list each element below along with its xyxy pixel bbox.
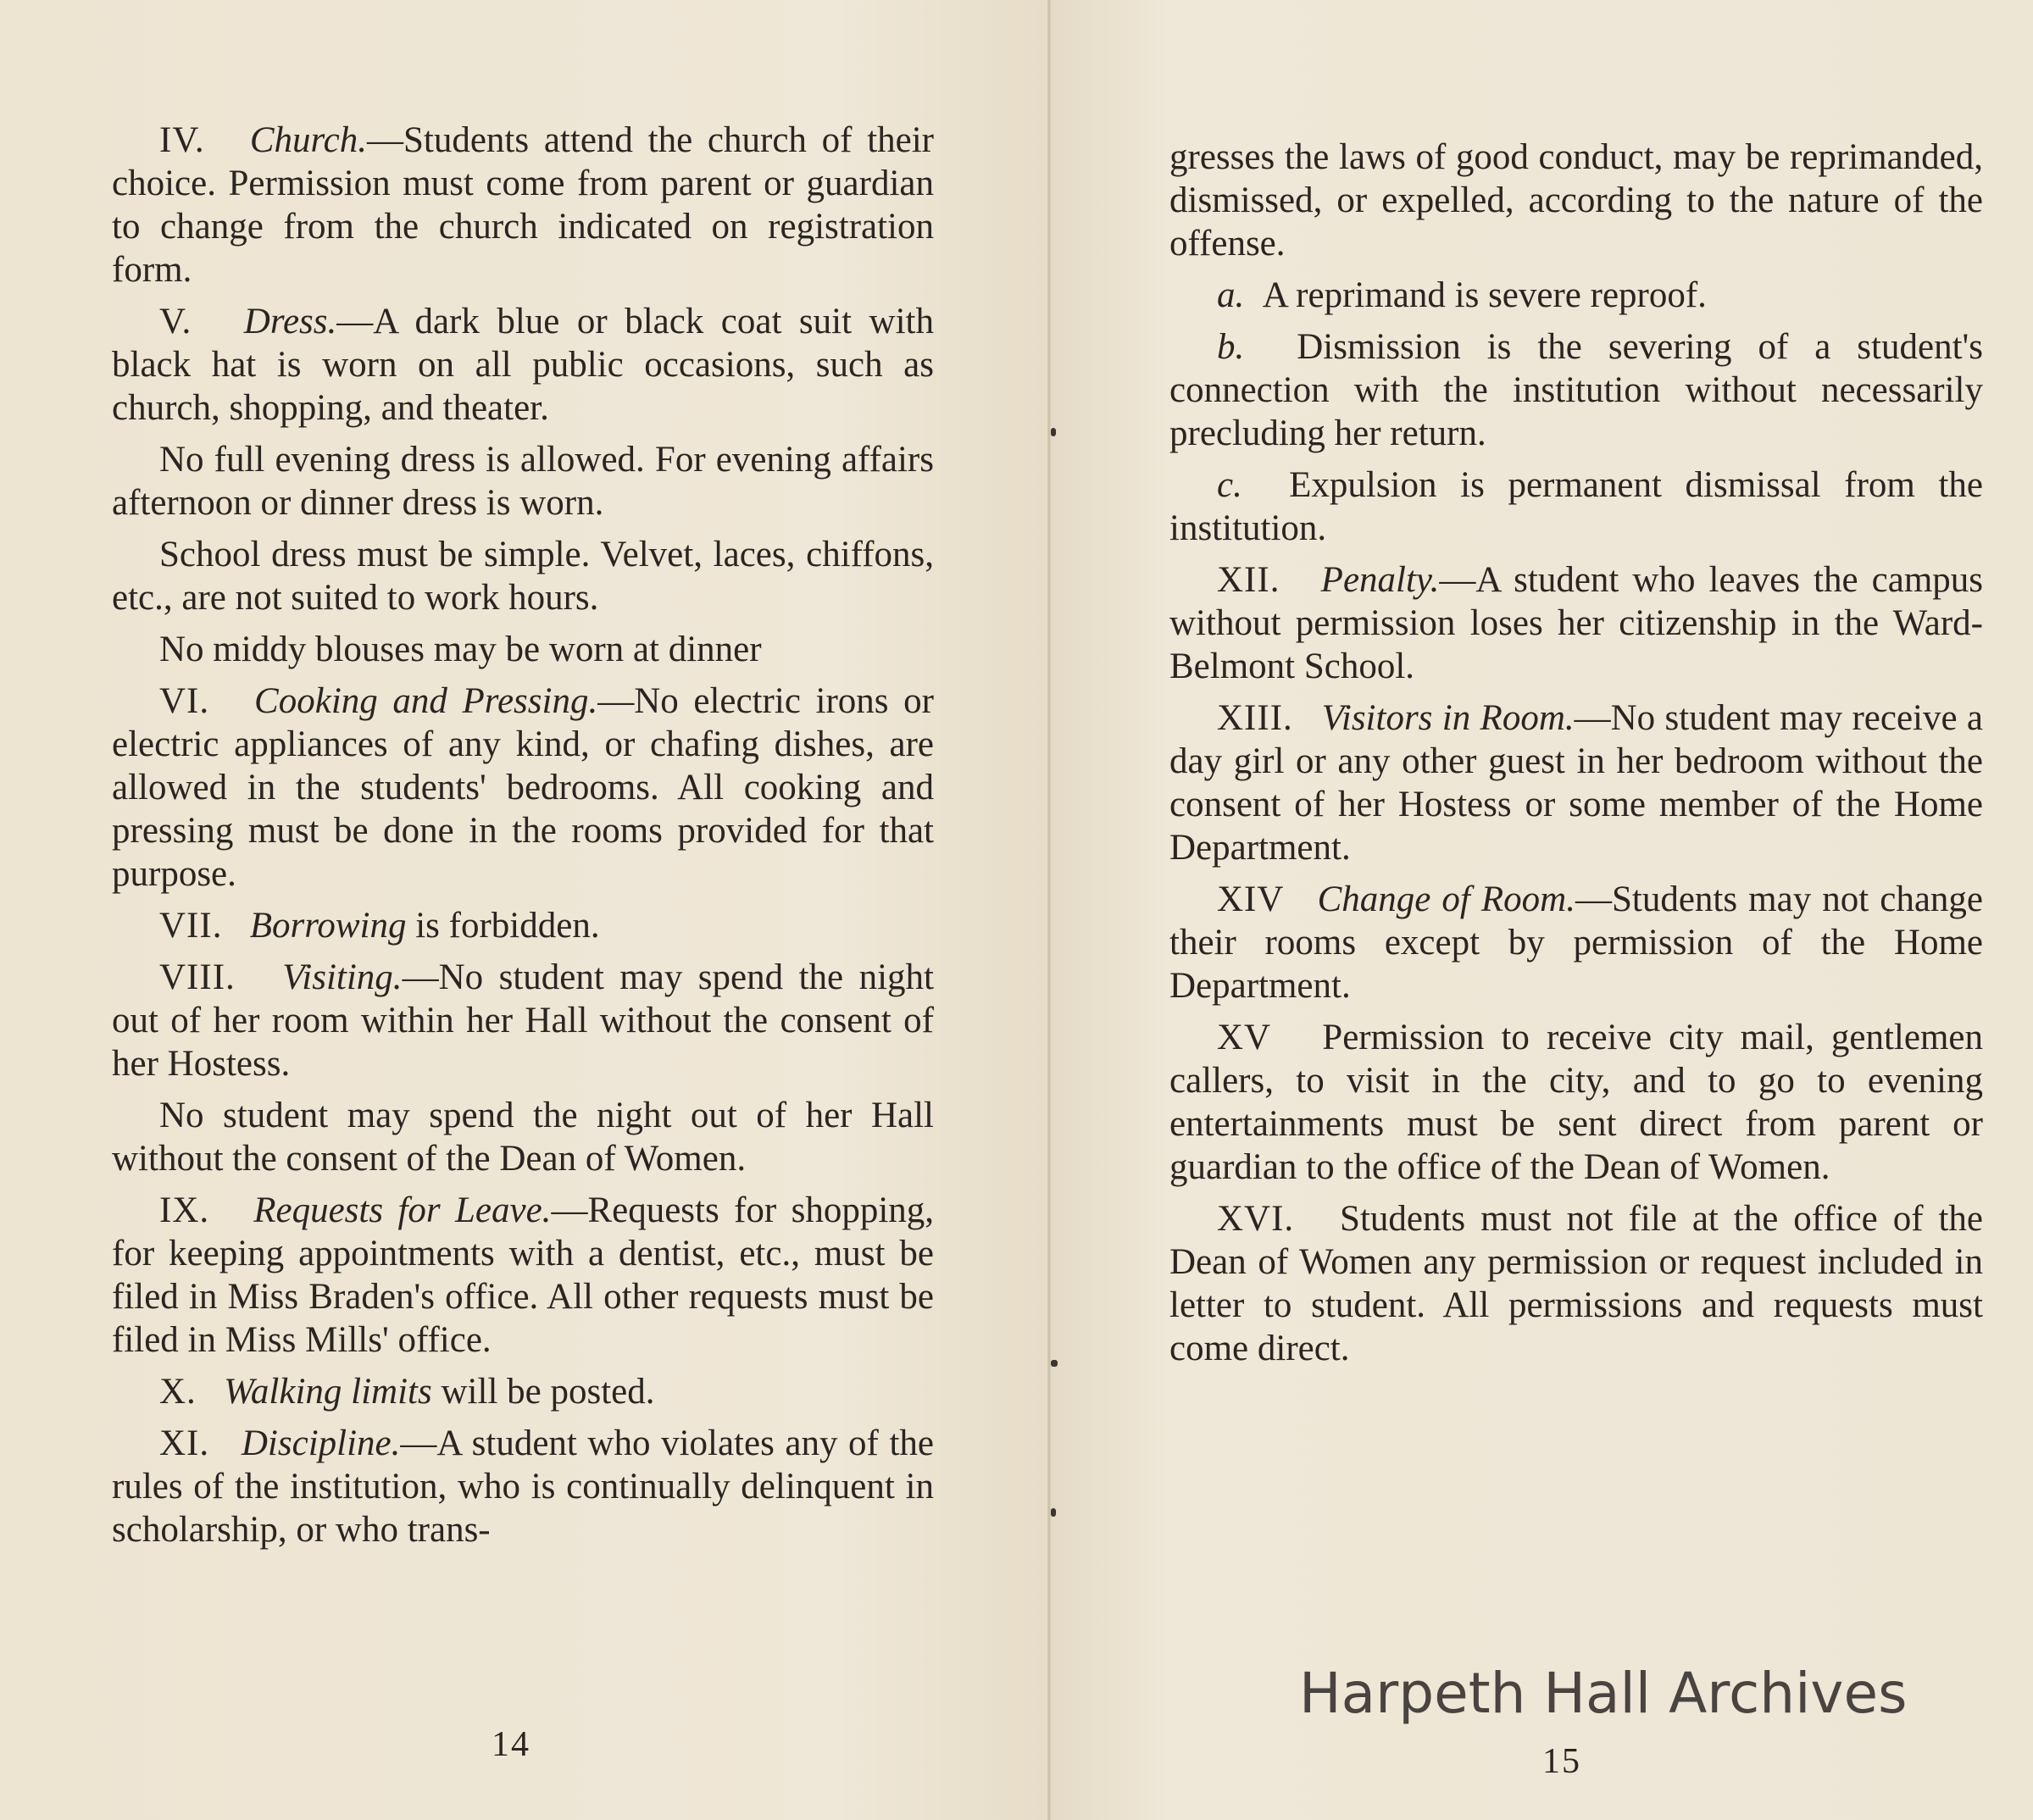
subitem [1169,463,1983,550]
rule-title: Walking limits [224,1372,432,1412]
rule-paragraph [112,300,934,430]
rule-paragraph [112,438,934,524]
rule-title: Cooking and Pressing. [254,681,598,721]
rule-text: —A student who violates any of the rules of the institution, who is continually delinquent in scholarship, or who trans- [112,1423,934,1550]
rule-number: XIII. [1217,698,1293,738]
rule-number: IX. [159,1190,210,1230]
rule-paragraph [112,1094,934,1180]
rule-paragraph [112,1370,934,1413]
rule-text: —No student may receive a day girl or any other guest in her bedroom without the consent of her Hostess or some member of the Home Department. [1169,698,1983,868]
rule-text: —A dark blue or black coat suit with black hat is worn on all public occasions, such as church, shopping, and theater. [112,302,935,428]
rule-text: —Students attend the church of their choice. Permission must come from parent or guardian to change from the church indicated on registration form. [112,120,934,290]
rule-text: —Students may not change their rooms except by permission of the Home Department. [1169,879,1983,1006]
rule-number: XII. [1217,560,1280,600]
rule-paragraph [1169,1197,1983,1370]
rule-title: Penalty. [1320,560,1440,600]
rule-text: No full evening dress is allowed. For evening affairs afternoon or dinner dress is worn. [112,440,934,523]
subitem-letter: b. [1217,327,1245,367]
rule-paragraph [1169,558,1983,688]
subitem-text: Dismission is the severing of a student's connection with the institution without necessarily precluding her return. [1169,327,1984,453]
rule-paragraph [112,533,934,619]
continuation-paragraph: gresses the laws of good conduct, may be reprimanded, dismissed, or expelled, according to the nature of the offense. [1169,137,1983,264]
rule-number: XVI. [1217,1199,1295,1239]
paper-speck [1051,1508,1056,1517]
rule-paragraph [112,119,934,291]
rule-text: is forbidden. [406,906,600,946]
book-gutter [1047,0,1051,1820]
left-text-column [112,119,934,1560]
paper-speck [1051,1360,1058,1367]
rule-title: Dress. [243,302,337,341]
rule-text: School dress must be simple. Velvet, laces, chiffons, etc., are not suited to work hours. [112,535,934,618]
rule-text: Permission to receive city mail, gentlemen callers, to visit in the city, and to go to evening entertainments must be sent direct from parent or guardian to the office of the Dean of Women. [1169,1018,1983,1187]
subitem [1169,325,1983,455]
rule-paragraph [112,628,934,671]
rule-paragraph [1169,696,1983,869]
rule-number: VIII. [159,957,236,997]
rule-title: Visiting. [282,957,403,997]
rule-number: VII. [159,906,223,946]
rule-paragraph [112,1189,934,1362]
rule-number: XI. [159,1423,210,1463]
subitem-letter: c. [1217,465,1242,505]
rule-text: No middy blouses may be worn at dinner [159,630,762,669]
rule-text: No student may spend the night out of her Hall without the consent of the Dean of Women. [112,1096,934,1179]
rule-title: Church. [249,120,367,160]
rule-title: Requests for Leave. [253,1190,552,1230]
rule-number: V. [159,302,192,341]
paper-speck [1051,428,1056,436]
rule-number: VI. [159,681,210,721]
rule-text: —Requests for shopping, for keeping appointments with a dentist, etc., must be filed in Miss Braden's office. All other requests must be filed in Miss Mills' office. [112,1190,935,1360]
rule-text: will be posted. [431,1372,655,1412]
rule-text: —A student who leaves the campus without permission loses her citizenship in the Ward-Belmont School. [1169,560,1983,686]
rule-text: Students must not file at the office of the Dean of Women any permission or request included in letter to student. All permissions and requests must come direct. [1169,1199,1983,1368]
rule-title: Borrowing [249,906,407,946]
subitem-text: Expulsion is permanent dismissal from the institution. [1169,465,1983,548]
rule-title: Visitors in Room. [1321,698,1575,738]
rule-number: X. [159,1372,197,1412]
rule-text: —No student may spend the night out of her room within her Hall without the consent of her Hostess. [112,957,934,1084]
rule-number: XIV [1217,879,1285,919]
subitem-letter: a. [1217,275,1245,315]
page-number-right: 15 [1542,1742,1581,1781]
page-number-left: 14 [492,1725,530,1764]
rule-paragraph [112,904,934,947]
rule-title: Change of Room. [1317,879,1575,919]
rule-paragraph [1169,878,1983,1007]
rule-paragraph [112,956,934,1085]
rule-title: Discipline. [241,1423,401,1463]
right-text-column [1169,136,1983,1379]
archive-watermark: Harpeth Hall Archives [1299,1661,1908,1726]
rule-paragraph [1169,1016,1983,1189]
subitem-text: A reprimand is severe reproof. [1262,275,1707,315]
rule-paragraph [112,1422,934,1551]
rule-number: IV. [159,120,205,160]
subitem [1169,274,1983,317]
rule-number: XV [1217,1018,1272,1057]
rule-paragraph [112,680,934,896]
rule-text: —No electric irons or electric appliances of any kind, or chafing dishes, are allowed in the students' bedrooms. All cooking and pressing must be done in the rooms provided for that purpose. [112,681,934,894]
